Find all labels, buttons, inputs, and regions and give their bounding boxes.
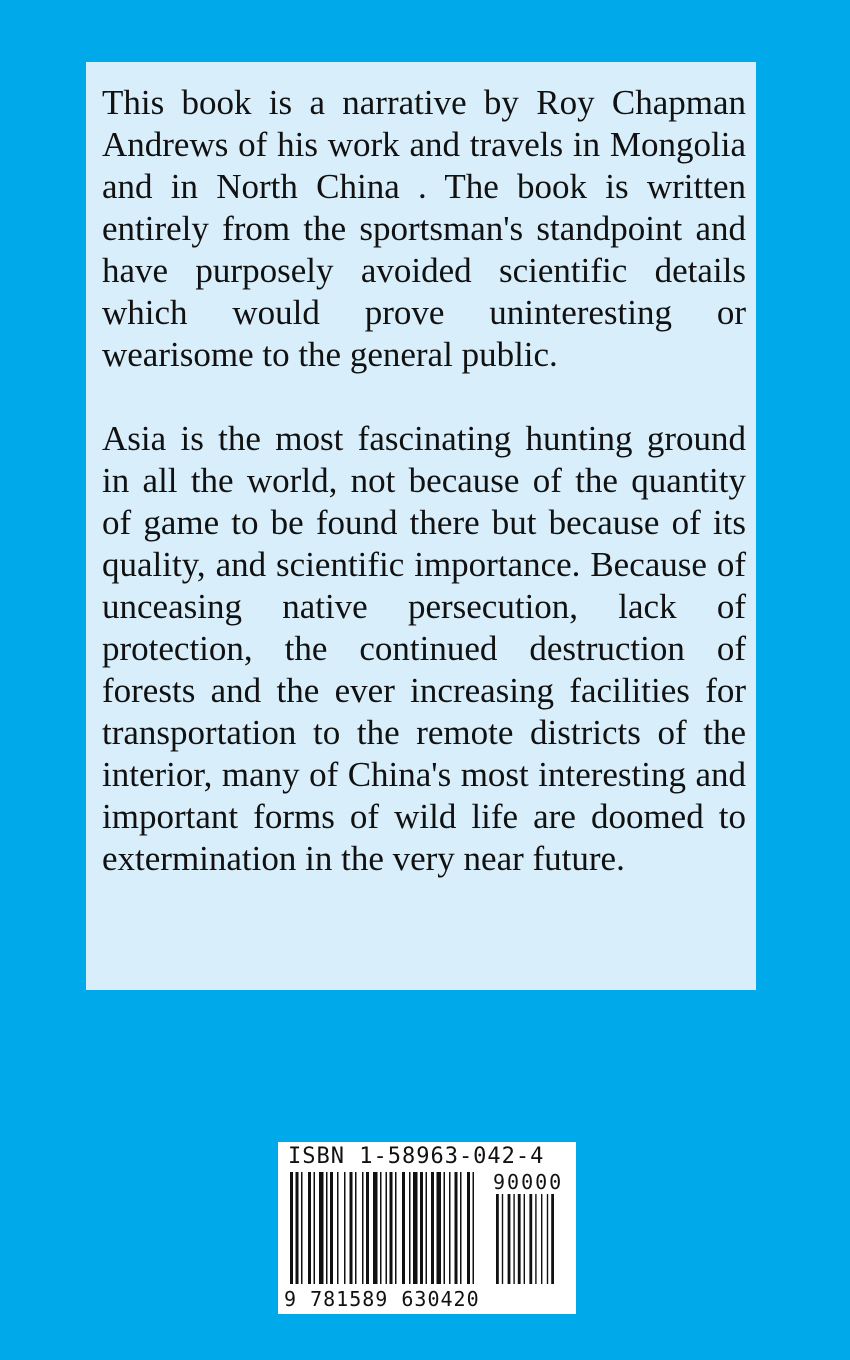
ean-digits: 9 781589 630420 <box>284 1287 480 1311</box>
blurb-text-box <box>86 62 756 990</box>
blurb-paragraph-2: Asia is the most fascinating hunting ground in all the world, not because of the quantity of game to be found there but because of its quality, and scientific importance. Because of unceasing native persecution, lack of protection, the continued destruction of forests and the ever increasing facilities for transportation to the remote districts of the interior, many of China's most interesting and important forms of wild life are doomed to extermination in the very near future. <box>102 419 746 878</box>
blurb-paragraph-1: This book is a narrative by Roy Chapman Andrews of his work and travels in Mongolia and in North China . The book is written entirely from the sportsman's standpoint and have purposely avoided scientific details which would prove uninteresting or wearisome to the general public. <box>102 83 746 374</box>
isbn-barcode <box>278 1142 576 1314</box>
isbn-label: ISBN 1-58963-042-4 <box>288 1144 545 1169</box>
price-code: 90000 <box>493 1170 564 1194</box>
